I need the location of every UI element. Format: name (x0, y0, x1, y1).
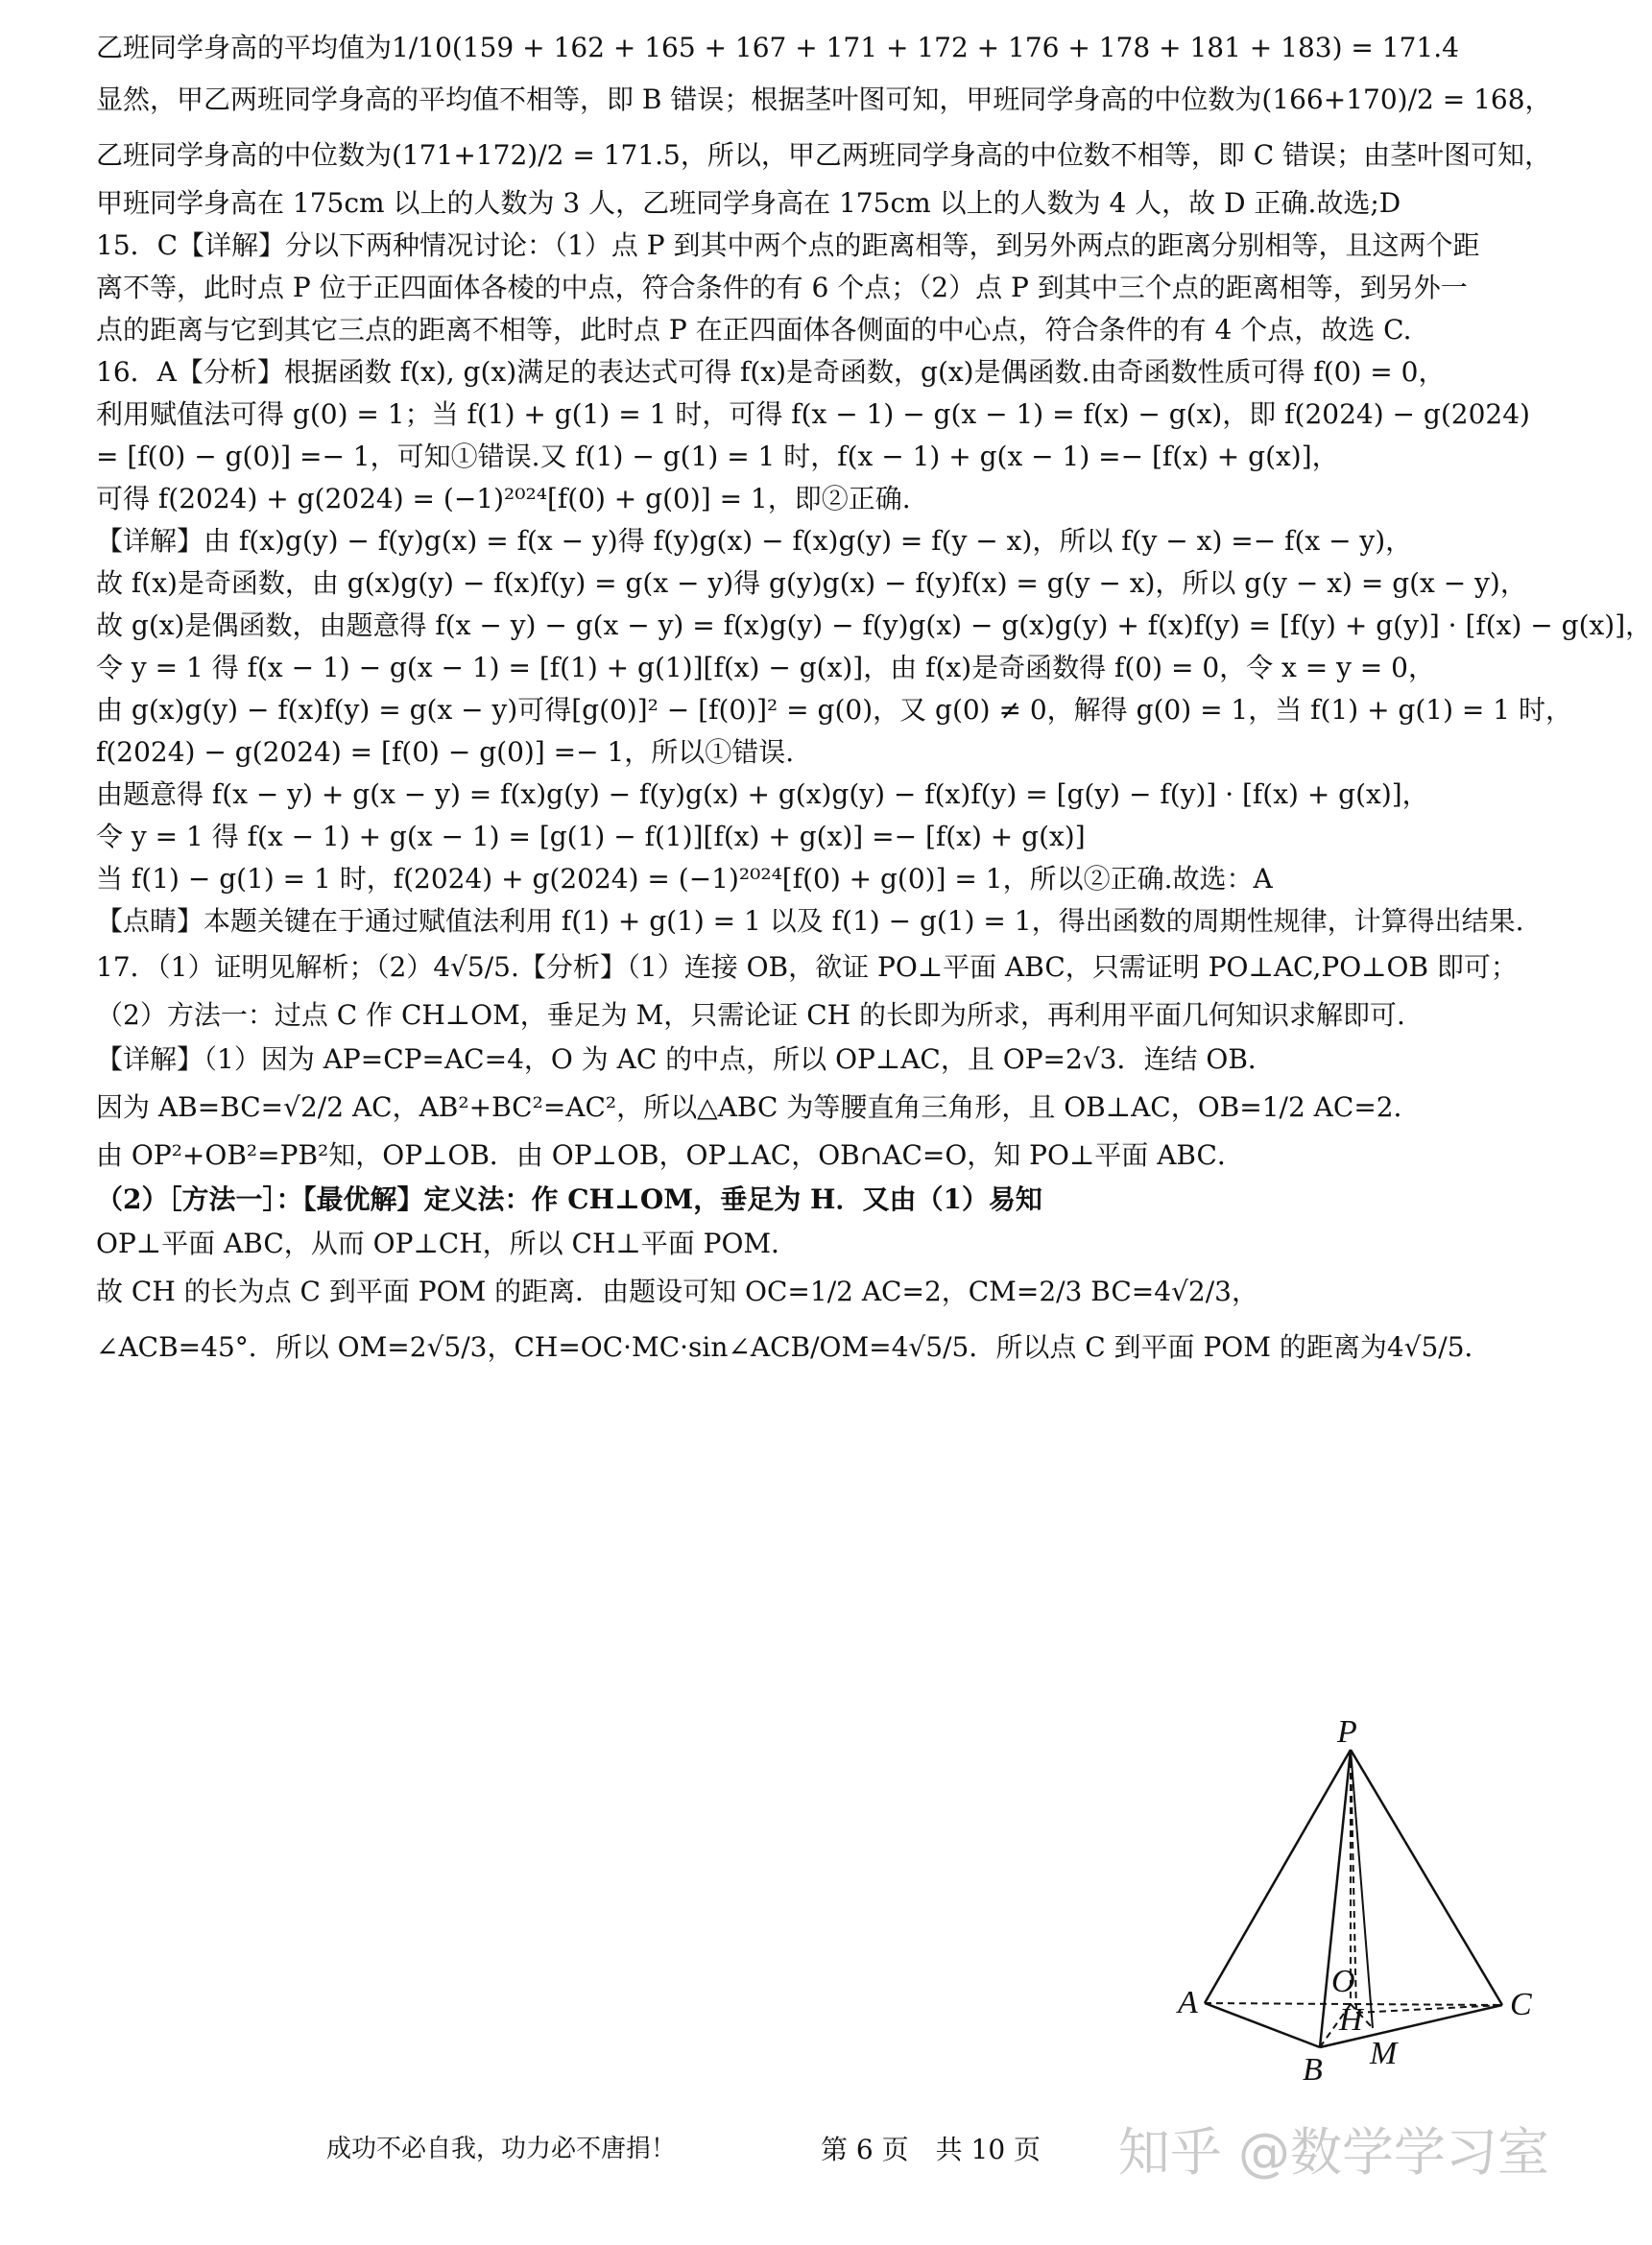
text-line: 利用赋值法可得 g(0) = 1；当 f(1) + g(1) = 1 时，可得 f(x − 1) − g(x − 1) = f(x) − g(x)，即 f(2024) − g(2024) (96, 398, 1530, 430)
text-line: OP⊥平面 ABC，从而 OP⊥CH，所以 CH⊥平面 POM． (96, 1228, 799, 1259)
text-line: 由题意得 f(x − y) + g(x − y) = f(x)g(y) − f(y)g(x) + g(x)g(y) − f(x)f(y) = [g(y) − f(y)] · [f(x) + g(x)]， (96, 778, 1429, 810)
text-line: 【详解】（1）因为 AP=CP=AC=4，O 为 AC 的中点，所以 OP⊥AC，且 OP=2√3．连结 OB． (96, 1043, 1275, 1075)
text-line: 当 f(1) − g(1) = 1 时，f(2024) + g(2024) = (−1)²⁰²⁴[f(0) + g(0)] = 1，所以②正确.故选：A (96, 863, 1273, 895)
text-line: 17．（1）证明见解析；（2）4√5/5.【分析】（1）连接 OB，欲证 PO⊥平面 ABC，只需证明 PO⊥AC,PO⊥OB 即可； (96, 951, 1518, 983)
text-line: 15．C【详解】分以下两种情况讨论：（1）点 P 到其中两个点的距离相等，到另外两点的距离分别相等，且这两个距 (96, 229, 1480, 261)
footer-motto: 成功不必自我，功力必不唐捐！ (326, 2135, 677, 2163)
label-c: C (1510, 1987, 1532, 2022)
label-p: P (1337, 1714, 1357, 1750)
text-line: 【详解】由 f(x)g(y) − f(y)g(x) = f(x − y)得 f(y)g(x) − f(x)g(y) = f(y − x)，所以 f(y − x) =− f(x − y)， (96, 525, 1413, 557)
page-number: 第 6 页 共 10 页 (821, 2134, 1041, 2165)
text-line: 显然，甲乙两班同学身高的平均值不相等，即 B 错误；根据茎叶图可知，甲班同学身高的中位数为(166+170)/2 = 168， (96, 84, 1552, 115)
text-line: ∠ACB=45°．所以 OM=2√5/3，CH=OC·MC·sin∠ACB/OM=4√5/5．所以点 C 到平面 POM 的距离为4√5/5． (96, 1331, 1492, 1363)
text-line: 可得 f(2024) + g(2024) = (−1)²⁰²⁴[f(0) + g(0)] = 1，即②正确. (96, 483, 911, 514)
label-m: M (1370, 2036, 1398, 2071)
tetrahedron-diagram (1178, 1714, 1550, 2088)
text-line: 16．A【分析】根据函数 f(x), g(x)满足的表达式可得 f(x)是奇函数，g(x)是偶函数.由奇函数性质可得 f(0) = 0， (96, 356, 1446, 388)
text-line: = [f(0) − g(0)] =− 1，可知①错误.又 f(1) − g(1) = 1 时，f(x − 1) + g(x − 1) =− [f(x) + g(x)]， (96, 441, 1339, 472)
label-a: A (1178, 1985, 1198, 2020)
text-line: 离不等，此时点 P 位于正四面体各棱的中点，符合条件的有 6 个点；（2）点 P 到其中三个点的距离相等，到另外一 (96, 272, 1468, 303)
text-line: 甲班同学身高在 175cm 以上的人数为 3 人，乙班同学身高在 175cm 以上的人数为 4 人，故 D 正确.故选;D (96, 187, 1401, 219)
text-line: 由 OP²+OB²=PB²知，OP⊥OB．由 OP⊥OB，OP⊥AC，OB∩AC=O，知 PO⊥平面 ABC． (96, 1139, 1244, 1171)
text-line: 故 CH 的长为点 C 到平面 POM 的距离．由题设可知 OC=1/2 AC=2，CM=2/3 BC=4√2/3， (96, 1276, 1258, 1307)
text-line: 因为 AB=BC=√2/2 AC，AB²+BC²=AC²，所以△ABC 为等腰直角三角形，且 OB⊥AC，OB=1/2 AC=2． (96, 1091, 1421, 1123)
text-line: 故 g(x)是偶函数，由题意得 f(x − y) − g(x − y) = f(x)g(y) − f(y)g(x) − g(x)g(y) + f(x)f(y) = [f(y) + g(y)] · [f(x) − g(x)]， (96, 609, 1652, 641)
text-line: 故 f(x)是奇函数，由 g(x)g(y) − f(x)f(y) = g(x − y)得 g(y)g(x) − f(y)f(x) = g(y − x)，所以 g(y − x) = g(x − y)， (96, 567, 1527, 599)
watermark: 知乎 @数学学习室 (1117, 2122, 1549, 2183)
text-line: 乙班同学身高的中位数为(171+172)/2 = 171.5，所以，甲乙两班同学身高的中位数不相等，即 C 错误；由茎叶图可知， (96, 139, 1552, 171)
text-line: f(2024) − g(2024) = [f(0) − g(0)] =− 1，所以①错误. (96, 736, 795, 768)
text-line: 由 g(x)g(y) − f(x)f(y) = g(x − y)可得[g(0)]² − [f(0)]² = g(0)，又 g(0) ≠ 0，解得 g(0) = 1，当 f(1) + g(1) = 1 时， (96, 694, 1572, 726)
text-line: 【点睛】本题关键在于通过赋值法利用 f(1) + g(1) = 1 以及 f(1) − g(1) = 1，得出函数的周期性规律，计算得出结果. (96, 905, 1524, 937)
text-line: （2）方法一：过点 C 作 CH⊥OM，垂足为 M，只需论证 CH 的长即为所求，再利用平面几何知识求解即可. (96, 999, 1405, 1031)
label-h: H (1339, 2002, 1363, 2038)
text-line: 令 y = 1 得 f(x − 1) − g(x − 1) = [f(1) + g(1)][f(x) − g(x)]，由 f(x)是奇函数得 f(0) = 0，令 x = y = 0， (96, 652, 1435, 683)
text-line: （2）［方法一］：【最优解】定义法：作 CH⊥OM，垂足为 H．又由（1）易知 (96, 1183, 1042, 1215)
text-line: 令 y = 1 得 f(x − 1) + g(x − 1) = [g(1) − f(1)][f(x) + g(x)] =− [f(x) + g(x)] (96, 821, 1086, 852)
text-line: 点的距离与它到其它三点的距离不相等，此时点 P 在正四面体各侧面的中心点，符合条件的有 4 个点，故选 C. (96, 314, 1412, 346)
text-line: 乙班同学身高的平均值为1/10(159 + 162 + 165 + 167 + 171 + 172 + 176 + 178 + 181 + 183) = 171.4 (96, 32, 1459, 63)
label-b: B (1303, 2052, 1323, 2088)
label-o: O (1331, 1964, 1355, 1999)
